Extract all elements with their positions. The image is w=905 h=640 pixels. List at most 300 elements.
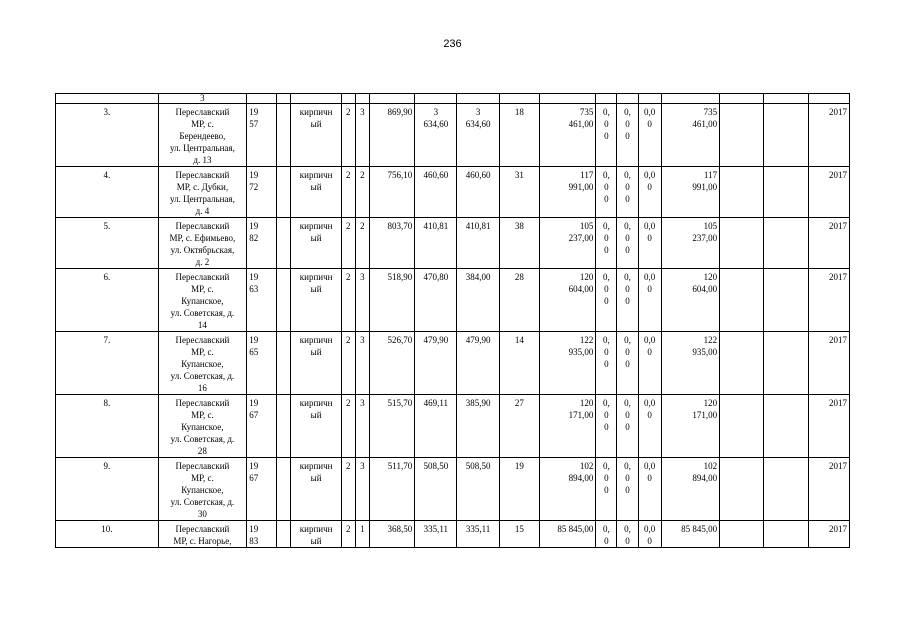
living-area-cell-line: 470,80 <box>423 272 449 282</box>
residential-area-cell <box>457 104 499 167</box>
fund-cell-2-line: 0 <box>625 347 630 357</box>
entrances-cell-line: 3 <box>360 398 365 408</box>
owners-cost-cell-line: 120 <box>703 272 718 282</box>
owners-cost-cell <box>661 458 719 521</box>
blank-cell <box>720 269 764 332</box>
build-year-cell-line: 65 <box>249 347 259 357</box>
wall-material-cell-line: кирпичн <box>299 524 333 534</box>
total-area-cell <box>369 521 414 548</box>
wall-material-cell-line: ый <box>310 473 322 483</box>
address-cell <box>158 269 247 332</box>
plan-year-cell-line: 2017 <box>829 461 847 471</box>
repair-cost-cell-line: 120 <box>579 398 594 408</box>
fund-cell-2 <box>617 332 638 395</box>
fund-cell-2 <box>617 458 638 521</box>
owners-cost-cell-line: 102 <box>703 461 718 471</box>
residents-cell-line: 28 <box>514 272 524 282</box>
plan-year-cell <box>808 218 849 269</box>
entrances-cell-line: 3 <box>360 107 365 117</box>
fund-cell-1-line: 0 <box>604 233 609 243</box>
fund-cell-3-line: 0,0 <box>644 107 656 117</box>
address-cell-line: Переславский <box>175 461 230 471</box>
residents-cell <box>499 395 539 458</box>
address-cell-line: д. 4 <box>195 206 210 216</box>
row-number-line: 3. <box>103 107 111 117</box>
total-area-cell-line: 511,70 <box>387 461 413 471</box>
living-area-cell-line: 508,50 <box>423 461 449 471</box>
build-year-cell-line: 82 <box>249 233 259 243</box>
fund-cell-3-line: 0,0 <box>644 398 656 408</box>
table-row <box>56 167 850 218</box>
fund-cell-2-line: 0 <box>625 194 630 204</box>
residents-cell <box>499 458 539 521</box>
residents-cell-line: 14 <box>514 335 524 345</box>
residents-cell <box>499 521 539 548</box>
address-cell <box>158 167 247 218</box>
wall-material-cell-line: кирпичн <box>299 170 333 180</box>
address-cell-line: Купанское, <box>181 422 224 432</box>
fund-cell-2-line: 0 <box>625 284 630 294</box>
fund-cell-1 <box>596 104 617 167</box>
owners-cost-cell-line: 237,00 <box>692 233 718 243</box>
residents-cell <box>499 167 539 218</box>
wall-material-cell <box>291 332 341 395</box>
fund-cell-1-line: 0 <box>604 182 609 192</box>
fund-cell-3 <box>638 332 661 395</box>
entrances-cell <box>355 395 369 458</box>
fund-cell-3-line: 0 <box>647 410 652 420</box>
plan-year-cell <box>808 167 849 218</box>
floors-cell <box>341 167 355 218</box>
wall-material-cell-line: ый <box>310 119 322 129</box>
address-cell-line: Переславский <box>175 107 230 117</box>
blank-cell <box>277 167 291 218</box>
wall-material-cell-line: ый <box>310 410 322 420</box>
address-cell-line: ул. Советская, д. <box>170 308 235 318</box>
blank-cell <box>764 218 808 269</box>
entrances-cell <box>355 458 369 521</box>
fund-cell-2 <box>617 521 638 548</box>
address-cell-line: ул. Советская, д. <box>170 434 235 444</box>
residential-area-cell-line: 479,90 <box>465 335 491 345</box>
address-cell-line: ул. Советская, д. <box>170 497 235 507</box>
repair-cost-cell <box>539 332 595 395</box>
blank-cell <box>277 395 291 458</box>
wall-material-cell <box>291 458 341 521</box>
fund-cell-2 <box>617 167 638 218</box>
residents-cell-line: 38 <box>514 221 524 231</box>
residential-area-cell <box>457 332 499 395</box>
blank-cell <box>720 218 764 269</box>
address-cell-line: д. 2 <box>195 257 210 267</box>
owners-cost-cell <box>661 269 719 332</box>
total-area-cell-line: 526,70 <box>387 335 413 345</box>
fund-cell-2-line: 0 <box>625 536 630 546</box>
build-year-cell-line: 19 <box>249 524 259 534</box>
fund-cell-1-line: 0 <box>604 536 609 546</box>
build-year-cell-line: 72 <box>249 182 259 192</box>
owners-cost-cell <box>661 521 719 548</box>
address-cell-line: МР, с. <box>191 347 214 357</box>
residential-area-cell <box>457 458 499 521</box>
fund-cell-3 <box>638 167 661 218</box>
address-cell-line: ул. Центральная, <box>170 194 235 204</box>
address-cell <box>158 332 247 395</box>
owners-cost-cell <box>661 332 719 395</box>
fund-cell-3-line: 0 <box>647 182 652 192</box>
row-number-line: 4. <box>103 170 111 180</box>
repair-cost-cell-line: 935,00 <box>568 347 594 357</box>
fund-cell-3 <box>638 104 661 167</box>
fund-cell-2-line: 0 <box>625 422 630 432</box>
wall-material-cell <box>291 104 341 167</box>
entrances-cell-line: 3 <box>360 272 365 282</box>
table-row <box>56 395 850 458</box>
residents-cell-line: 31 <box>514 170 524 180</box>
fund-cell-2-line: 0, <box>624 221 631 231</box>
fund-cell-1-line: 0 <box>604 410 609 420</box>
residential-area-cell-line: 460,60 <box>465 170 491 180</box>
fund-cell-2-line: 0 <box>625 233 630 243</box>
fund-cell-2-line: 0, <box>624 398 631 408</box>
blank-cell <box>720 395 764 458</box>
residents-cell-line: 27 <box>514 398 524 408</box>
fund-cell-1-line: 0, <box>603 221 610 231</box>
residential-area-cell-line: 335,11 <box>465 524 491 534</box>
fund-cell-1 <box>596 395 617 458</box>
repair-cost-cell-line: 461,00 <box>568 119 594 129</box>
living-area-cell <box>415 395 457 458</box>
repair-cost-cell <box>539 269 595 332</box>
fund-cell-3-line: 0,0 <box>644 335 656 345</box>
build-year-cell-line: 67 <box>249 410 259 420</box>
living-area-cell-line: 469,11 <box>423 398 449 408</box>
fund-cell-3 <box>638 269 661 332</box>
address-cell-line: МР, с. <box>191 473 214 483</box>
fund-cell-1-line: 0, <box>603 170 610 180</box>
row-number-line: 6. <box>103 272 111 282</box>
owners-cost-cell <box>661 218 719 269</box>
fund-cell-3 <box>638 458 661 521</box>
repair-cost-cell-line: 894,00 <box>568 473 594 483</box>
address-cell <box>158 521 247 548</box>
wall-material-cell-line: кирпичн <box>299 107 333 117</box>
page-number: 236 <box>443 38 462 50</box>
row-number <box>56 332 159 395</box>
row-number <box>56 269 159 332</box>
living-area-cell-line: 410,81 <box>423 221 449 231</box>
floors-cell <box>341 104 355 167</box>
residents-cell-line: 19 <box>514 461 524 471</box>
fund-cell-2-line: 0, <box>624 524 631 534</box>
address-cell-line: 14 <box>197 320 207 330</box>
fund-cell-1-line: 0 <box>604 296 609 306</box>
repair-cost-cell-line: 991,00 <box>568 182 594 192</box>
address-cell-line: МР, с. Нагорье, <box>173 536 232 546</box>
living-area-cell <box>415 458 457 521</box>
fund-cell-1-line: 0, <box>603 107 610 117</box>
total-area-cell-line: 803,70 <box>387 221 413 231</box>
address-cell-line: МР, с. Дубки, <box>176 182 229 192</box>
blank-cell <box>764 395 808 458</box>
fund-cell-2-line: 0, <box>624 272 631 282</box>
plan-year-cell-line: 2017 <box>829 107 847 117</box>
table-row <box>56 521 850 548</box>
fund-cell-1-line: 0 <box>604 245 609 255</box>
fund-cell-1-line: 0 <box>604 485 609 495</box>
fund-cell-3-line: 0 <box>647 536 652 546</box>
wall-material-cell-line: ый <box>310 284 322 294</box>
owners-cost-cell-line: 735 <box>703 107 718 117</box>
fund-cell-2-line: 0 <box>625 182 630 192</box>
address-cell-line: Переславский <box>175 170 230 180</box>
plan-year-cell <box>808 332 849 395</box>
address-cell-line: ул. Октябрьская, <box>170 245 235 255</box>
fund-cell-1-line: 0 <box>604 347 609 357</box>
repair-cost-cell <box>539 395 595 458</box>
floors-cell-line: 2 <box>346 335 351 345</box>
row-number-line: 5. <box>103 221 111 231</box>
owners-cost-cell-line: 935,00 <box>692 347 718 357</box>
blank-cell <box>764 332 808 395</box>
address-cell <box>158 104 247 167</box>
fund-cell-2-line: 0 <box>625 245 630 255</box>
fund-cell-2 <box>617 269 638 332</box>
blank-cell <box>720 458 764 521</box>
blank-cell <box>764 458 808 521</box>
wall-material-cell-line: кирпичн <box>299 221 333 231</box>
repair-cost-cell-line: 735 <box>579 107 594 117</box>
housing-register-table <box>55 93 850 548</box>
fund-cell-2-line: 0 <box>625 473 630 483</box>
fund-cell-2-line: 0, <box>624 170 631 180</box>
wall-material-cell-line: кирпичн <box>299 335 333 345</box>
fund-cell-2-line: 0 <box>625 485 630 495</box>
floors-cell <box>341 269 355 332</box>
row-number <box>56 395 159 458</box>
table-row <box>56 332 850 395</box>
address-cell-line: Переславский <box>175 272 230 282</box>
blank-cell <box>277 521 291 548</box>
total-area-cell <box>369 332 414 395</box>
address-cell-line: Переславский <box>175 335 230 345</box>
repair-cost-cell <box>539 104 595 167</box>
wall-material-cell-line: кирпичн <box>299 461 333 471</box>
repair-cost-cell <box>539 521 595 548</box>
fund-cell-1-line: 0, <box>603 335 610 345</box>
blank-cell <box>764 521 808 548</box>
total-area-cell-line: 368,50 <box>387 524 413 534</box>
living-area-cell-line: 3 <box>433 107 439 117</box>
residents-cell <box>499 269 539 332</box>
row-number-line: 8. <box>103 398 111 408</box>
wall-material-cell <box>291 521 341 548</box>
repair-cost-cell <box>539 458 595 521</box>
total-area-cell-line: 756,10 <box>387 170 413 180</box>
plan-year-cell <box>808 104 849 167</box>
build-year-cell <box>247 458 277 521</box>
fund-cell-1 <box>596 458 617 521</box>
entrances-cell <box>355 218 369 269</box>
entrances-cell <box>355 167 369 218</box>
wall-material-cell-line: ый <box>310 182 322 192</box>
address-cell-line: МР, с. <box>191 284 214 294</box>
address-cell-line: МР, с. Ефимьево, <box>169 233 236 243</box>
floors-cell <box>341 521 355 548</box>
address-cell-line: Купанское, <box>181 359 224 369</box>
blank-cell <box>277 269 291 332</box>
owners-cost-cell-line: 120 <box>703 398 718 408</box>
residential-area-cell <box>457 218 499 269</box>
repair-cost-cell-line: 171,00 <box>568 410 594 420</box>
wall-material-cell-line: ый <box>310 347 322 357</box>
residents-cell-line: 15 <box>514 524 524 534</box>
residents-cell-line: 18 <box>514 107 524 117</box>
fund-cell-2-line: 0, <box>624 335 631 345</box>
fund-cell-3-line: 0 <box>647 347 652 357</box>
table-row <box>56 218 850 269</box>
wall-material-cell-line: ый <box>310 536 322 546</box>
fund-cell-1-line: 0, <box>603 398 610 408</box>
wall-material-cell-line: кирпичн <box>299 272 333 282</box>
fund-cell-3 <box>638 395 661 458</box>
plan-year-cell-line: 2017 <box>829 170 847 180</box>
fund-cell-1-line: 0 <box>604 422 609 432</box>
owners-cost-cell-line: 117 <box>703 170 718 180</box>
living-area-cell <box>415 218 457 269</box>
address-cell-line: Переславский <box>175 221 230 231</box>
row-number <box>56 167 159 218</box>
living-area-cell <box>415 167 457 218</box>
address-cell-line: МР, с. <box>191 119 214 129</box>
residential-area-cell-line: 410,81 <box>465 221 491 231</box>
floors-cell <box>341 458 355 521</box>
owners-cost-cell <box>661 167 719 218</box>
build-year-cell <box>247 218 277 269</box>
address-cell-line: 28 <box>197 446 207 456</box>
floors-cell <box>341 395 355 458</box>
build-year-cell-line: 19 <box>249 107 259 117</box>
fund-cell-3-line: 0 <box>647 233 652 243</box>
living-area-cell <box>415 521 457 548</box>
fund-cell-3-line: 0 <box>647 119 652 129</box>
floors-cell-line: 2 <box>346 398 351 408</box>
build-year-cell-line: 19 <box>249 170 259 180</box>
row-number-line: 7. <box>103 335 111 345</box>
wall-material-cell <box>291 167 341 218</box>
build-year-cell-line: 19 <box>249 272 259 282</box>
owners-cost-cell-line: 461,00 <box>692 119 718 129</box>
total-area-cell <box>369 395 414 458</box>
entrances-cell-line: 3 <box>360 335 365 345</box>
address-cell-line: Купанское, <box>181 485 224 495</box>
build-year-cell <box>247 167 277 218</box>
total-area-cell <box>369 218 414 269</box>
fund-cell-1-line: 0, <box>603 524 610 534</box>
entrances-cell <box>355 332 369 395</box>
fund-cell-1 <box>596 218 617 269</box>
blank-cell <box>764 104 808 167</box>
address-cell-line: МР, с. <box>191 410 214 420</box>
fund-cell-3-line: 0,0 <box>644 524 656 534</box>
row-number <box>56 104 159 167</box>
blank-cell <box>720 332 764 395</box>
residents-cell <box>499 104 539 167</box>
living-area-cell <box>415 269 457 332</box>
plan-year-cell <box>808 521 849 548</box>
blank-cell <box>277 104 291 167</box>
address-cell-line: ул. Советская, д. <box>170 371 235 381</box>
address-cell <box>158 458 247 521</box>
build-year-cell <box>247 332 277 395</box>
plan-year-cell-line: 2017 <box>829 221 847 231</box>
blank-cell <box>764 167 808 218</box>
entrances-cell-line: 3 <box>360 461 365 471</box>
fund-cell-2 <box>617 104 638 167</box>
row-number <box>56 521 159 548</box>
repair-cost-cell-line: 105 <box>579 221 594 231</box>
plan-year-cell-line: 2017 <box>829 272 847 282</box>
owners-cost-cell <box>661 104 719 167</box>
living-area-cell-line: 335,11 <box>423 524 449 534</box>
header-address-col-number: 3 <box>158 94 247 104</box>
residential-area-cell <box>457 167 499 218</box>
address-cell-line: Переславский <box>175 524 230 534</box>
fund-cell-1 <box>596 269 617 332</box>
blank-cell <box>277 332 291 395</box>
build-year-cell-line: 19 <box>249 461 259 471</box>
header-row <box>56 94 850 104</box>
entrances-cell <box>355 104 369 167</box>
repair-cost-cell-line: 85 845,00 <box>557 524 594 534</box>
address-cell-line: ул. Центральная, <box>170 143 235 153</box>
repair-cost-cell-line: 604,00 <box>568 284 594 294</box>
fund-cell-2-line: 0, <box>624 461 631 471</box>
fund-cell-3-line: 0 <box>647 473 652 483</box>
fund-cell-2 <box>617 395 638 458</box>
wall-material-cell-line: кирпичн <box>299 398 333 408</box>
living-area-cell-line: 634,60 <box>423 119 449 129</box>
owners-cost-cell-line: 991,00 <box>692 182 718 192</box>
repair-cost-cell <box>539 167 595 218</box>
repair-cost-cell-line: 237,00 <box>568 233 594 243</box>
fund-cell-2 <box>617 218 638 269</box>
repair-cost-cell <box>539 218 595 269</box>
floors-cell-line: 2 <box>346 170 351 180</box>
fund-cell-1-line: 0, <box>603 272 610 282</box>
plan-year-cell <box>808 269 849 332</box>
table-row <box>56 269 850 332</box>
wall-material-cell <box>291 395 341 458</box>
entrances-cell <box>355 521 369 548</box>
fund-cell-2-line: 0 <box>625 296 630 306</box>
total-area-cell <box>369 104 414 167</box>
address-cell-line: 30 <box>197 509 207 519</box>
fund-cell-3-line: 0,0 <box>644 221 656 231</box>
residential-area-cell-line: 385,90 <box>465 398 491 408</box>
living-area-cell <box>415 332 457 395</box>
total-area-cell <box>369 167 414 218</box>
blank-cell <box>277 218 291 269</box>
build-year-cell <box>247 104 277 167</box>
address-cell-line: д. 13 <box>193 155 212 165</box>
fund-cell-2-line: 0, <box>624 107 631 117</box>
repair-cost-cell-line: 122 <box>579 335 594 345</box>
build-year-cell-line: 83 <box>249 536 259 546</box>
residential-area-cell-line: 634,60 <box>465 119 491 129</box>
fund-cell-2-line: 0 <box>625 119 630 129</box>
address-cell <box>158 218 247 269</box>
